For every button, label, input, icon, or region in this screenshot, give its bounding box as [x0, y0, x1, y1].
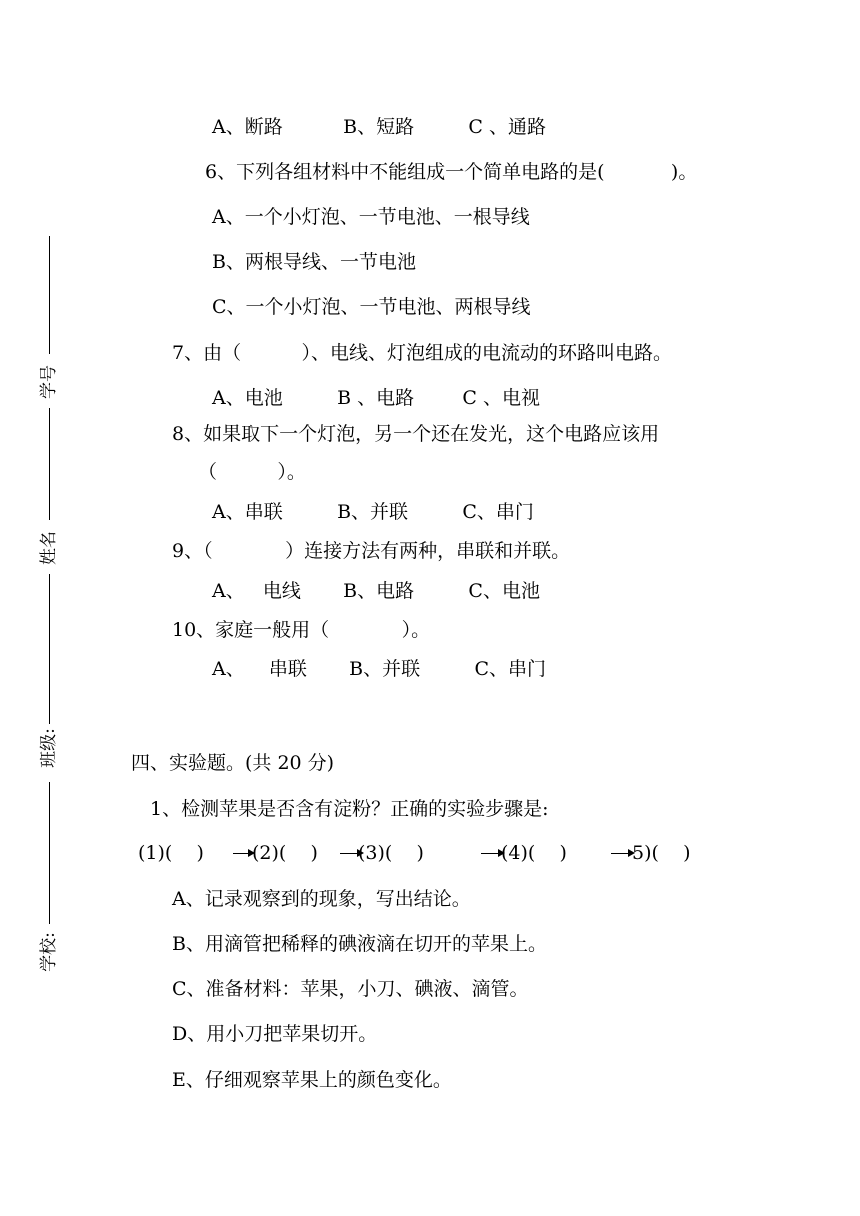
section4-q1: 1、检测苹果是否含有淀粉？正确的实验步骤是: — [150, 798, 549, 820]
q8-options: A、串联 B、并联 C、串门 — [212, 501, 534, 523]
section4-option-d: D、用小刀把苹果切开。 — [172, 1023, 378, 1045]
section4-title: 四、实验题。(共 20 分) — [131, 752, 335, 774]
step-2: (2)( ) — [252, 842, 318, 864]
student-id-label: 学号 — [39, 365, 59, 399]
section4-option-e: E、仔细观察苹果上的颜色变化。 — [172, 1069, 452, 1091]
q7-options: A、电池 B 、电路 C 、电视 — [212, 387, 540, 409]
q7-stem: 7、由（ ）、电线、灯泡组成的电流动的环路叫电路。 — [172, 342, 672, 364]
q6-stem: 6、下列各组材料中不能组成一个简单电路的是( )。 — [205, 161, 698, 183]
class-label: 班级: — [39, 728, 59, 768]
q9-options: A、 电线 B、电路 C、电池 — [212, 580, 540, 602]
step-4: (4)( ) — [501, 842, 567, 864]
step-1: (1)( ) — [138, 842, 204, 864]
margin-line — [49, 574, 50, 724]
q5-options: A、断路 B、短路 C 、通路 — [212, 116, 547, 138]
q10-options: A、 串联 B、并联 C、串门 — [212, 658, 547, 680]
q6-option-b: B、两根导线、一节电池 — [212, 251, 416, 273]
q9-stem: 9、（ ）连接方法有两种，串联和并联。 — [172, 540, 571, 562]
q6-option-a: A、一个小灯泡、一节电池、一根导线 — [212, 206, 530, 228]
q10-stem: 10、家庭一般用（ ）。 — [172, 619, 431, 641]
arrow-icon — [481, 853, 503, 854]
margin-line — [49, 782, 50, 924]
margin-line — [49, 408, 50, 520]
section4-option-b: B、用滴管把稀释的碘液滴在切开的苹果上。 — [172, 933, 547, 955]
school-label: 学校: — [39, 932, 59, 972]
step-5: 5)( ) — [632, 842, 691, 864]
q8-blank: （ ）。 — [198, 461, 306, 483]
section4-option-c: C、准备材料：苹果，小刀、碘液、滴管。 — [172, 978, 529, 1000]
arrow-icon — [233, 853, 253, 854]
margin-line — [49, 236, 50, 354]
section4-option-a: A、记录观察到的现象，写出结论。 — [172, 888, 471, 910]
arrow-icon — [611, 853, 633, 854]
q8-stem: 8、如果取下一个灯泡，另一个还在发光，这个电路应该用 — [172, 423, 660, 445]
step-3: (3)( ) — [358, 842, 424, 864]
name-label: 姓名 — [39, 531, 59, 565]
q6-option-c: C、一个小灯泡、一节电池、两根导线 — [212, 296, 531, 318]
